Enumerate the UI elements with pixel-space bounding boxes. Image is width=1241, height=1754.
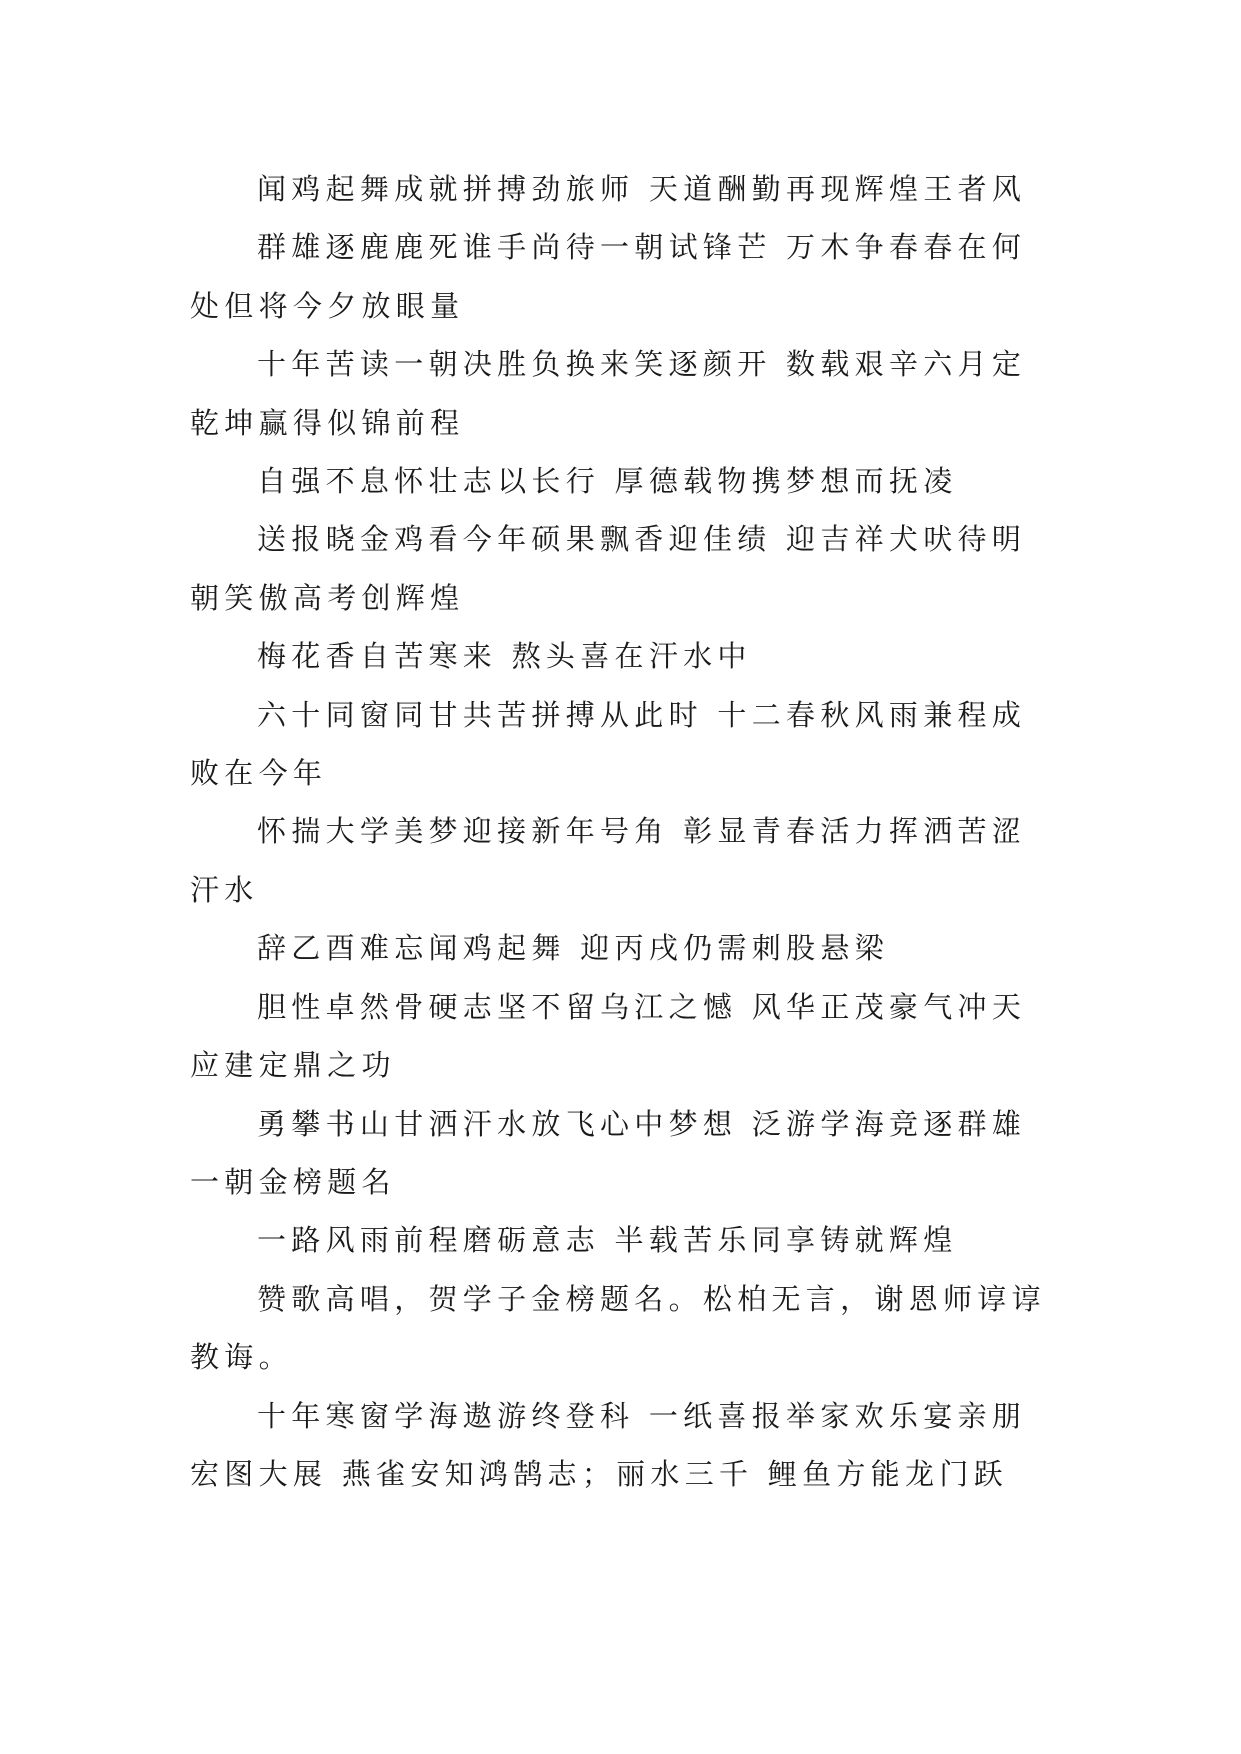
couplet-paragraph-10: 胆性卓然骨硬志坚不留乌江之憾 风华正茂豪气冲天应建定鼎之功 bbox=[190, 989, 1027, 1083]
couplet-paragraph-8: 怀揣大学美梦迎接新年号角 彰显青春活力挥洒苦涩汗水 bbox=[190, 814, 1027, 907]
couplet-paragraph-7: 六十同窗同甘共苦拼搏从此时 十二春秋风雨兼程成败在今年 bbox=[190, 697, 1027, 791]
couplet-paragraph-12: 一路风雨前程磨砺意志 半载苦乐同享铸就辉煌 bbox=[257, 1223, 958, 1258]
couplet-paragraph-13: 赞歌高唱，贺学子金榜题名。松柏无言，谢恩师谆谆教诲。 bbox=[190, 1281, 1046, 1375]
couplet-paragraph-1: 闻鸡起舞成就拼搏劲旅师 天道酬勤再现辉煌王者风 bbox=[257, 172, 1027, 206]
couplet-paragraph-4: 自强不息怀壮志以长行 厚德载物携梦想而抚凌 bbox=[257, 464, 958, 499]
couplet-paragraph-6: 梅花香自苦寒来 熬头喜在汗水中 bbox=[257, 639, 752, 674]
couplet-paragraph-14: 十年寒窗学海遨游终登科 一纸喜报举家欢乐宴亲朋宏图大展 燕雀安知鸿鹄志；丽水三千 鲤鱼方能龙门跃 bbox=[190, 1398, 1027, 1491]
couplet-paragraph-3: 十年苦读一朝决胜负换来笑逐颜开 数载艰辛六月定乾坤赢得似锦前程 bbox=[190, 347, 1027, 440]
couplet-paragraph-11: 勇攀书山甘洒汗水放飞心中梦想 泛游学海竞逐群雄一朝金榜题名 bbox=[190, 1106, 1027, 1199]
couplet-paragraph-2: 群雄逐鹿鹿死谁手尚待一朝试锋芒 万木争春春在何处但将今夕放眼量 bbox=[190, 230, 1027, 323]
couplet-paragraph-5: 送报晓金鸡看今年硕果飘香迎佳绩 迎吉祥犬吠待明朝笑傲高考创辉煌 bbox=[190, 522, 1027, 615]
document-body bbox=[190, 160, 1050, 1503]
couplet-paragraph-9: 辞乙酉难忘闻鸡起舞 迎丙戌仍需刺股悬梁 bbox=[257, 931, 889, 966]
